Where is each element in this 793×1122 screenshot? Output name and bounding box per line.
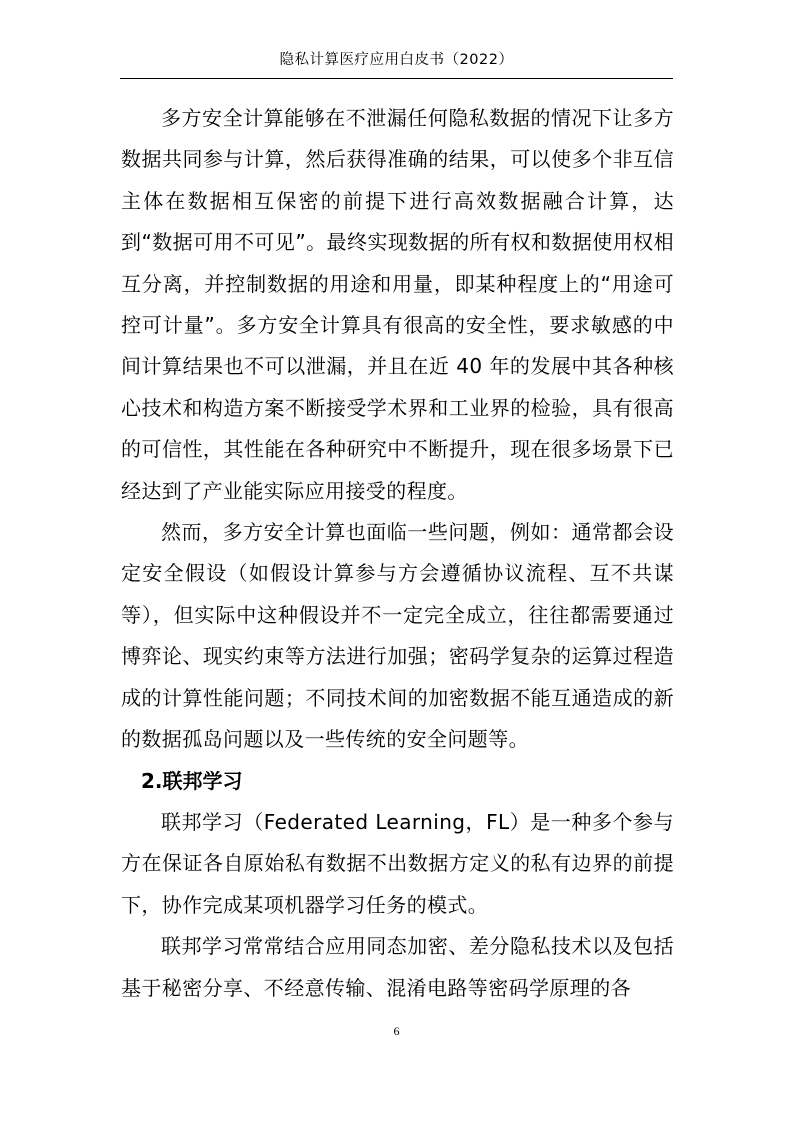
paragraph-fl-techniques: 联邦学习常常结合应用同态加密、差分隐私技术以及包括基于秘密分享、不经意传输、混淆电路等密码学原理的各 bbox=[121, 934, 674, 1000]
page-content bbox=[121, 98, 674, 1009]
paragraph-mpc-problems: 然而，多方安全计算也面临一些问题，例如：通常都会设定安全假设（如假设计算参与方会遵循协议流程、互不共谋等），但实际中这种假设并不一定完全成立，往往都需要通过博弈论、现实约束等方法进行加强；密码学复杂的运算过程造成的计算性能问题；不同技术间的加密数据不能互通造成的新的数据孤岛问题以及一些传统的安全问题等。 bbox=[121, 520, 674, 752]
section-heading-federated-learning: 2.联邦学习 bbox=[141, 768, 243, 793]
page-number: 6 bbox=[393, 1024, 400, 1038]
paragraph-fl-definition: 联邦学习（Federated Learning，FL）是一种多个参与方在保证各自原始私有数据不出数据方定义的私有边界的前提下，协作完成某项机器学习任务的模式。 bbox=[121, 809, 674, 917]
header-title: 隐私计算医疗应用白皮书（2022） bbox=[279, 52, 514, 68]
paragraph-mpc-advantages: 多方安全计算能够在不泄漏任何隐私数据的情况下让多方数据共同参与计算，然后获得准确的结果，可以使多个非互信主体在数据相互保密的前提下进行高效数据融合计算，达到“数据可用不可见”。最终实现数据的所有权和数据使用权相互分离，并控制数据的用途和用量，即某种程度上的“用途可控可计量”。多方安全计算具有很高的安全性，要求敏感的中间计算结果也不可以泄漏，并且在近 40 年的发展中其各种核心技术和构造方案不断接受学术界和工业界的检验，具有很高的可信性，其性能在各种研究中不断提升，现在很多场景下已经达到了产业能实际应用接受的程度。 bbox=[121, 106, 674, 503]
running-header bbox=[120, 46, 673, 79]
